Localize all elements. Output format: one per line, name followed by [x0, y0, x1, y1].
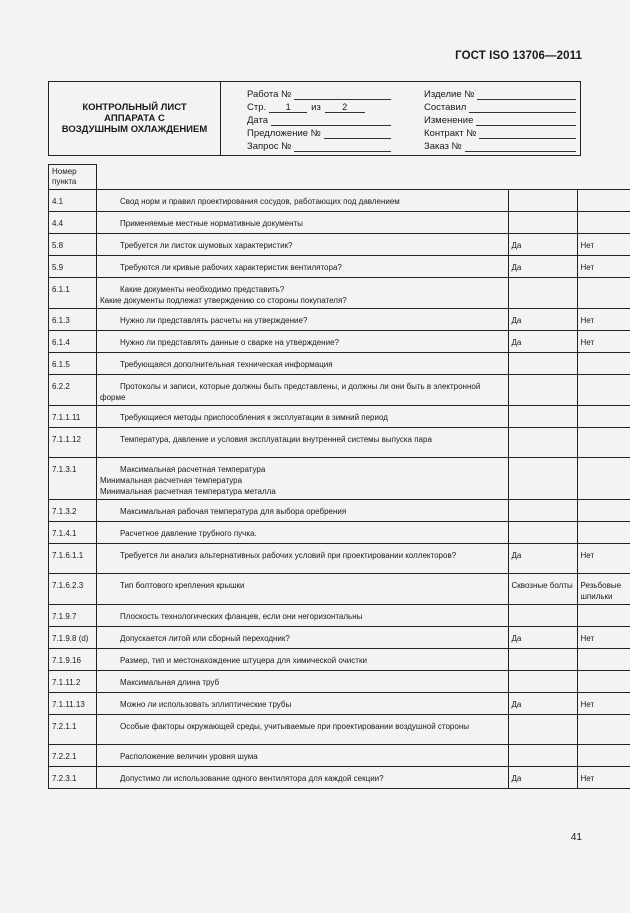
yes-cell — [508, 500, 577, 522]
item-number-cell: 6.1.1 — [49, 278, 97, 309]
no-cell: Нет — [577, 544, 630, 574]
yes-cell — [508, 458, 577, 500]
no-cell — [577, 671, 630, 693]
description-cell: Требуется ли листок шумовых характеристик? — [97, 234, 509, 256]
yes-cell: Да — [508, 767, 577, 789]
table-row — [49, 671, 630, 693]
proposal-no-field: Предложение № — [247, 126, 391, 139]
yes-cell — [508, 212, 577, 234]
header-middle-fields — [247, 87, 391, 152]
yes-cell — [508, 671, 577, 693]
description-cell: Максимальная длина труб — [97, 671, 509, 693]
header-right-fields — [424, 87, 576, 152]
description-cell: Можно ли использовать эллиптические трубы — [97, 693, 509, 715]
table-row — [49, 522, 630, 544]
item-number-cell: 7.1.9.7 — [49, 605, 97, 627]
no-cell: Резьбовые шпильки — [577, 574, 630, 605]
page-value: 1 — [269, 103, 307, 113]
item-number-cell: 7.2.2.1 — [49, 745, 97, 767]
table-row — [49, 767, 630, 789]
table-row — [49, 627, 630, 649]
table-row — [49, 745, 630, 767]
page-number: 41 — [570, 832, 582, 843]
item-number-cell: 6.1.3 — [49, 309, 97, 331]
no-cell: Нет — [577, 693, 630, 715]
description-cell: Нужно ли представлять расчеты на утверждение? — [97, 309, 509, 331]
item-number-cell: 4.1 — [49, 190, 97, 212]
no-cell — [577, 458, 630, 500]
no-cell — [577, 190, 630, 212]
item-number-cell: 4.4 — [49, 212, 97, 234]
yes-cell — [508, 715, 577, 745]
item-number-cell: 7.1.3.1 — [49, 458, 97, 500]
description-cell: Размер, тип и местонахождение штуцера для химической очистки — [97, 649, 509, 671]
description-cell: Температура, давление и условия эксплуатации внутренней системы выпуска пара — [97, 428, 509, 458]
table-header-row — [49, 165, 630, 190]
yes-cell: Сквозные болты — [508, 574, 577, 605]
yes-cell: Да — [508, 331, 577, 353]
description-cell: Максимальная рабочая температура для выбора оребрения — [97, 500, 509, 522]
table-row — [49, 406, 630, 428]
description-cell: Допускается литой или сборный переходник? — [97, 627, 509, 649]
description-cell: Применяемые местные нормативные документы — [97, 212, 509, 234]
yes-cell: Да — [508, 544, 577, 574]
page-total: 2 — [325, 103, 365, 113]
table-row — [49, 256, 630, 278]
yes-cell — [508, 353, 577, 375]
item-number-cell: 7.1.6.1.1 — [49, 544, 97, 574]
description-cell: Требуются ли кривые рабочих характеристик вентилятора? — [97, 256, 509, 278]
description-cell: Протоколы и записи, которые должны быть представлены, и должны ли они быть в электронной форме — [97, 375, 509, 406]
no-cell — [577, 375, 630, 406]
page-field: Стр. 1 из 2 — [247, 100, 391, 113]
description-cell: Нужно ли представлять данные о сварке на утверждение? — [97, 331, 509, 353]
table-row — [49, 212, 630, 234]
yes-cell — [508, 375, 577, 406]
no-cell — [577, 522, 630, 544]
no-cell: Нет — [577, 234, 630, 256]
no-cell: Нет — [577, 767, 630, 789]
yes-cell — [508, 522, 577, 544]
yes-cell: Да — [508, 256, 577, 278]
no-cell — [577, 406, 630, 428]
sheet-title: КОНТРОЛЬНЫЙ ЛИСТ АППАРАТА С ВОЗДУШНЫМ ОХЛАЖДЕНИЕМ — [49, 82, 221, 155]
item-number-cell: 5.8 — [49, 234, 97, 256]
no-cell — [577, 500, 630, 522]
work-no-field: Работа № — [247, 87, 391, 100]
yes-cell — [508, 278, 577, 309]
description-cell: Свод норм и правил проектирования сосудов, работающих под давлением — [97, 190, 509, 212]
no-cell: Нет — [577, 627, 630, 649]
yes-cell — [508, 406, 577, 428]
item-number-cell: 6.1.5 — [49, 353, 97, 375]
item-number-cell: 5.9 — [49, 256, 97, 278]
item-number-cell: 7.1.1.11 — [49, 406, 97, 428]
table-row — [49, 544, 630, 574]
table-row — [49, 649, 630, 671]
no-cell — [577, 353, 630, 375]
col-header-item-number: Номер пункта — [49, 165, 97, 190]
item-number-cell: 7.1.9.8 (d) — [49, 627, 97, 649]
table-row — [49, 693, 630, 715]
yes-cell — [508, 745, 577, 767]
table-row — [49, 574, 630, 605]
yes-cell — [508, 649, 577, 671]
description-cell: Расположение величин уровня шума — [97, 745, 509, 767]
description-cell: Тип болтового крепления крышки — [97, 574, 509, 605]
item-number-cell: 7.2.3.1 — [49, 767, 97, 789]
checklist-table — [48, 164, 630, 789]
description-cell: Требующаяся дополнительная техническая информация — [97, 353, 509, 375]
yes-cell — [508, 428, 577, 458]
yes-cell: Да — [508, 309, 577, 331]
table-row — [49, 278, 630, 309]
item-number-cell: 6.2.2 — [49, 375, 97, 406]
no-cell: Нет — [577, 309, 630, 331]
description-cell: Максимальная расчетная температура Минимальная расчетная температура Минимальная расчетная температура металла — [97, 458, 509, 500]
item-number-cell: 7.1.4.1 — [49, 522, 97, 544]
table-row — [49, 605, 630, 627]
date-field: Дата — [247, 113, 391, 126]
item-number-cell: 7.1.11.13 — [49, 693, 97, 715]
change-field: Изменение — [424, 113, 576, 126]
item-number-cell: 7.1.6.2.3 — [49, 574, 97, 605]
yes-cell: Да — [508, 234, 577, 256]
no-cell — [577, 278, 630, 309]
table-row — [49, 353, 630, 375]
description-cell: Требующиеся методы приспособления к эксплуатации в зимний период — [97, 406, 509, 428]
standard-number: ГОСТ ISO 13706—2011 — [455, 50, 582, 62]
yes-cell: Да — [508, 627, 577, 649]
table-row — [49, 428, 630, 458]
contract-no-field: Контракт № — [424, 126, 576, 139]
yes-cell: Да — [508, 693, 577, 715]
order-no-field: Заказ № — [424, 139, 576, 152]
table-row — [49, 309, 630, 331]
table-row — [49, 331, 630, 353]
table-row — [49, 458, 630, 500]
no-cell: Нет — [577, 256, 630, 278]
table-row — [49, 500, 630, 522]
no-cell — [577, 212, 630, 234]
compiled-field: Составил — [424, 100, 576, 113]
request-no-field: Запрос № — [247, 139, 391, 152]
description-cell: Особые факторы окружающей среды, учитываемые при проектировании воздушной стороны — [97, 715, 509, 745]
no-cell: Нет — [577, 331, 630, 353]
item-number-cell: 7.2.1.1 — [49, 715, 97, 745]
yes-cell — [508, 605, 577, 627]
no-cell — [577, 428, 630, 458]
yes-cell — [508, 190, 577, 212]
no-cell — [577, 605, 630, 627]
table-row — [49, 234, 630, 256]
item-number-cell: 7.1.11.2 — [49, 671, 97, 693]
item-number-cell: 6.1.4 — [49, 331, 97, 353]
item-no-field: Изделие № — [424, 87, 576, 100]
description-cell: Расчетное давление трубного пучка. — [97, 522, 509, 544]
item-number-cell: 7.1.3.2 — [49, 500, 97, 522]
description-cell: Требуется ли анализ альтернативных рабочих условий при проектировании коллекторов? — [97, 544, 509, 574]
no-cell — [577, 649, 630, 671]
description-cell: Допустимо ли использование одного вентилятора для каждой секции? — [97, 767, 509, 789]
table-row — [49, 715, 630, 745]
description-cell: Плоскость технологических фланцев, если они негоризонтальны — [97, 605, 509, 627]
no-cell — [577, 715, 630, 745]
header-box — [48, 81, 581, 156]
item-number-cell: 7.1.1.12 — [49, 428, 97, 458]
table-row — [49, 375, 630, 406]
table-row — [49, 190, 630, 212]
description-cell: Какие документы необходимо представить? Какие документы подлежат утверждению со стороны покупателя? — [97, 278, 509, 309]
item-number-cell: 7.1.9.16 — [49, 649, 97, 671]
no-cell — [577, 745, 630, 767]
